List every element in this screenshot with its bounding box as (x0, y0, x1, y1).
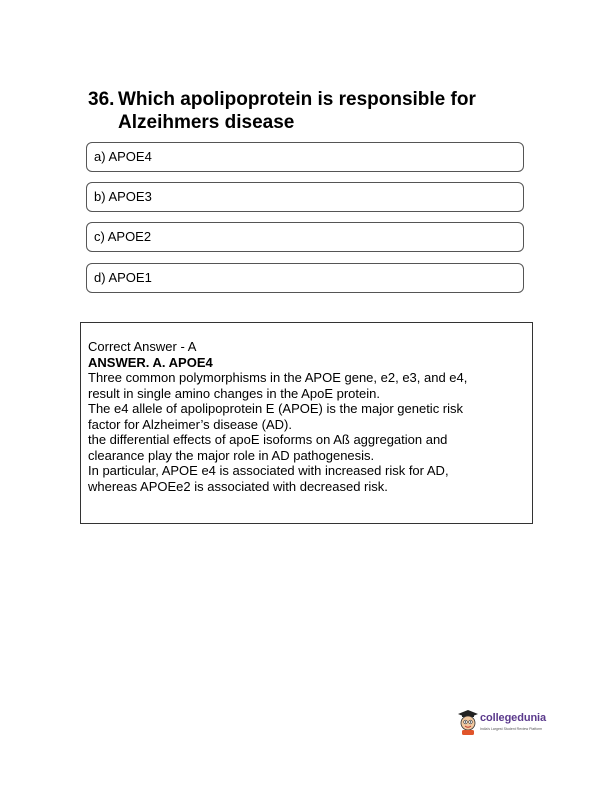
explanation-line: In particular, APOE e4 is associated with increased risk for AD, (88, 463, 449, 478)
explanation-line: factor for Alzheimer’s disease (AD). (88, 416, 292, 432)
explanation-line: Three common polymorphisms in the APOE gene, e2, e3, and e4, (88, 370, 468, 385)
explanation-line: The e4 allele of apolipoprotein E (APOE) is the major genetic risk (88, 401, 464, 416)
option-c[interactable]: c) APOE2 (86, 222, 524, 252)
question-number: 36. (88, 89, 115, 110)
answer-box (80, 322, 533, 524)
answer-heading: ANSWER. A. APOE4 (88, 354, 213, 370)
explanation-line: the differential effects of apoE isoforms on Aß aggregation and (88, 432, 448, 447)
explanation-line: whereas APOEe2 is associated with decreased risk. (88, 478, 388, 494)
correct-answer-line: Correct Answer - A (88, 339, 197, 354)
collegedunia-logo (457, 708, 567, 744)
option-b[interactable]: b) APOE3 (86, 182, 524, 212)
logo-wordmark: collegedunia (480, 712, 547, 724)
explanation-line: result in single amino changes in the ApoE protein. (88, 385, 380, 401)
option-a[interactable]: a) APOE4 (86, 142, 524, 172)
explanation-line: clearance play the major role in AD pathogenesis. (88, 447, 375, 463)
graduate-mascot-icon (457, 708, 479, 736)
option-d[interactable]: d) APOE1 (86, 263, 524, 293)
question-text: Which apolipoprotein is responsible for Alzeihmers disease (118, 89, 476, 133)
logo-tagline: India's Largest Student Review Platform (480, 727, 543, 731)
